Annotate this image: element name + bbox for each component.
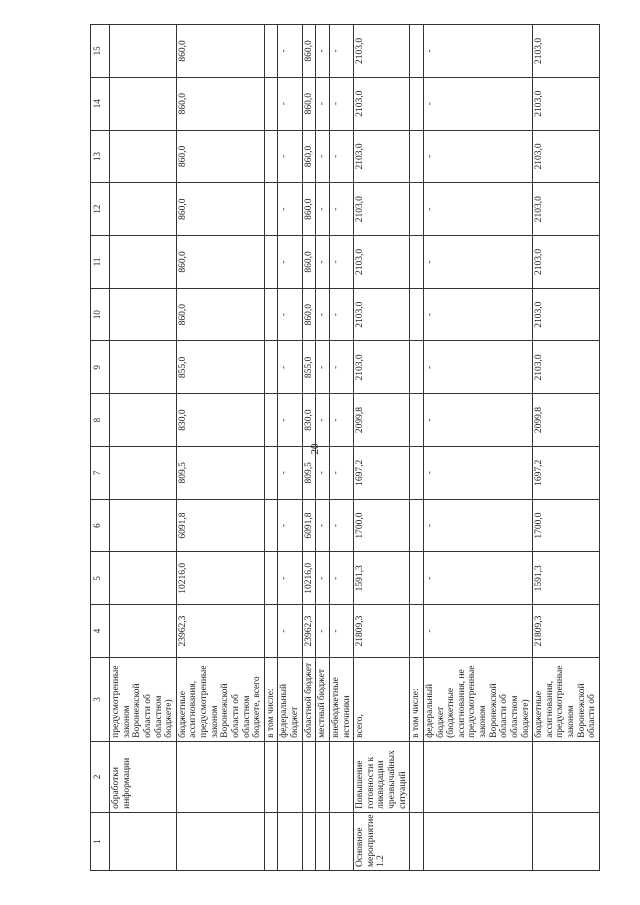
column-header-14: 14 bbox=[91, 77, 110, 130]
table-cell-value: - bbox=[423, 25, 532, 78]
table-cell-value: - bbox=[423, 183, 532, 236]
table-cell-value bbox=[264, 25, 278, 78]
table-cell-value: 2103,0 bbox=[354, 77, 410, 130]
table-cell-value: - bbox=[329, 499, 353, 552]
table-cell-value: 2103,0 bbox=[533, 341, 600, 394]
table-cell-value: 860,0 bbox=[176, 236, 264, 289]
table-cell-text bbox=[264, 741, 278, 812]
table-cell-text: бюджетные ассигнования, предусмотренные законом Воронежской области об bbox=[533, 657, 600, 741]
table-cell-text bbox=[278, 812, 302, 870]
table-cell-value: - bbox=[329, 183, 353, 236]
table-cell-value: - bbox=[329, 552, 353, 605]
table-cell-value: 830,0 bbox=[176, 394, 264, 447]
table-cell-value: - bbox=[423, 499, 532, 552]
table-cell-value: 21809,3 bbox=[354, 605, 410, 658]
table-cell-value: - bbox=[423, 394, 532, 447]
table-cell-value: 860,0 bbox=[176, 77, 264, 130]
table-cell-value bbox=[410, 552, 424, 605]
table-cell-value bbox=[264, 288, 278, 341]
table-cell-value: 860,0 bbox=[302, 25, 316, 78]
column-header-15: 15 bbox=[91, 25, 110, 78]
table-cell-value bbox=[264, 552, 278, 605]
table-cell-value: 2103,0 bbox=[354, 130, 410, 183]
table-cell-value bbox=[264, 394, 278, 447]
table-cell-value: - bbox=[278, 446, 302, 499]
table-cell-value: 855,0 bbox=[176, 341, 264, 394]
table-cell-value: - bbox=[329, 236, 353, 289]
table-cell-value: - bbox=[316, 605, 330, 658]
table-cell-text: областной бюджет bbox=[302, 657, 316, 741]
table-cell-value: 10216,0 bbox=[302, 552, 316, 605]
table-cell-text bbox=[264, 812, 278, 870]
table-cell-value: - bbox=[423, 341, 532, 394]
table-cell-value bbox=[110, 183, 177, 236]
table-cell-value bbox=[410, 341, 424, 394]
table-cell-value: 860,0 bbox=[302, 288, 316, 341]
table-cell-value: - bbox=[316, 394, 330, 447]
table-cell-value bbox=[264, 130, 278, 183]
table-cell-value: - bbox=[329, 288, 353, 341]
table-cell-value: 2103,0 bbox=[533, 77, 600, 130]
page-number: 20 bbox=[309, 443, 321, 455]
table-cell-value bbox=[110, 341, 177, 394]
table-cell-text bbox=[410, 812, 424, 870]
table-cell-value: - bbox=[278, 288, 302, 341]
table-cell-text: предусмотренные законом Воронежской области об областном бюджете) bbox=[110, 657, 177, 741]
table-cell-value: - bbox=[316, 183, 330, 236]
table-cell-value: - bbox=[278, 130, 302, 183]
table-cell-value: 2103,0 bbox=[354, 288, 410, 341]
table-cell-value bbox=[110, 77, 177, 130]
table-cell-value: - bbox=[316, 552, 330, 605]
table-row bbox=[316, 25, 330, 871]
table-row bbox=[410, 25, 424, 871]
column-header-6: 6 bbox=[91, 499, 110, 552]
table-cell-text: обработки информации bbox=[110, 741, 177, 812]
table-cell-value: 1697,2 bbox=[533, 446, 600, 499]
table-cell-value: 2103,0 bbox=[354, 25, 410, 78]
table-cell-value: 6091,8 bbox=[302, 499, 316, 552]
table-cell-value: 2099,8 bbox=[354, 394, 410, 447]
table-cell-value bbox=[264, 236, 278, 289]
table-cell-value: - bbox=[278, 341, 302, 394]
table-cell-text: федеральный бюджет (бюджетные ассигнования, не предусмотренные законом Воронежской области об областном бюджете) bbox=[423, 657, 532, 741]
table-cell-value: 10216,0 bbox=[176, 552, 264, 605]
table-cell-value: - bbox=[278, 183, 302, 236]
column-header-7: 7 bbox=[91, 446, 110, 499]
table-cell-text: в том числе: bbox=[410, 657, 424, 741]
table-cell-value: - bbox=[278, 605, 302, 658]
table-cell-value: - bbox=[423, 552, 532, 605]
table-cell-value bbox=[110, 130, 177, 183]
table-cell-value: 809,5 bbox=[176, 446, 264, 499]
table-cell-value: - bbox=[278, 499, 302, 552]
table-cell-value bbox=[410, 499, 424, 552]
table-cell-text bbox=[302, 812, 316, 870]
table-cell-value: - bbox=[316, 288, 330, 341]
table-cell-value bbox=[264, 77, 278, 130]
table-cell-value bbox=[410, 236, 424, 289]
table-cell-value: 23962,3 bbox=[302, 605, 316, 658]
table-cell-value: - bbox=[329, 25, 353, 78]
header-row bbox=[91, 25, 110, 871]
table-row bbox=[329, 25, 353, 871]
table-cell-value: 860,0 bbox=[302, 183, 316, 236]
table-cell-value: 2103,0 bbox=[354, 183, 410, 236]
table-cell-value bbox=[264, 446, 278, 499]
table-cell-text: внебюджетные источники bbox=[329, 657, 353, 741]
table-cell-text: в том числе: bbox=[264, 657, 278, 741]
table-cell-value: 1697,2 bbox=[354, 446, 410, 499]
table-cell-value bbox=[264, 183, 278, 236]
table-cell-value: - bbox=[423, 236, 532, 289]
table-cell-value: - bbox=[316, 499, 330, 552]
table-cell-value bbox=[110, 552, 177, 605]
table-cell-value: - bbox=[316, 77, 330, 130]
table-cell-text bbox=[423, 812, 532, 870]
table-cell-value: - bbox=[329, 77, 353, 130]
table-cell-value bbox=[110, 288, 177, 341]
table-cell-text bbox=[176, 741, 264, 812]
table-row bbox=[176, 25, 264, 871]
table-cell-value: 2103,0 bbox=[533, 25, 600, 78]
table-cell-value: 2099,8 bbox=[533, 394, 600, 447]
column-header-10: 10 bbox=[91, 288, 110, 341]
table-cell-text bbox=[316, 741, 330, 812]
table-cell-value: - bbox=[329, 446, 353, 499]
table-cell-value: - bbox=[329, 605, 353, 658]
table-cell-value: 2103,0 bbox=[354, 236, 410, 289]
rotated-sheet bbox=[90, 24, 598, 871]
table-cell-value: 21809,3 bbox=[533, 605, 600, 658]
table-cell-text bbox=[329, 812, 353, 870]
table-viewport bbox=[90, 24, 598, 871]
table-cell-text bbox=[533, 741, 600, 812]
table-row bbox=[302, 25, 316, 871]
table-cell-value: - bbox=[423, 446, 532, 499]
table-cell-text: бюджетные ассигнования, предусмотренные законом Воронежской области об областном бюджете, всего bbox=[176, 657, 264, 741]
table-cell-value: - bbox=[316, 130, 330, 183]
table-cell-text bbox=[410, 741, 424, 812]
table-cell-text bbox=[110, 812, 177, 870]
table-cell-value: - bbox=[423, 130, 532, 183]
table-cell-value: 860,0 bbox=[176, 130, 264, 183]
table-cell-value: 860,0 bbox=[302, 236, 316, 289]
table-cell-value bbox=[410, 446, 424, 499]
table-cell-value bbox=[410, 288, 424, 341]
table-cell-value: - bbox=[329, 394, 353, 447]
column-header-8: 8 bbox=[91, 394, 110, 447]
table-cell-value bbox=[264, 341, 278, 394]
table-cell-value: 1700,0 bbox=[354, 499, 410, 552]
table-cell-value: - bbox=[278, 394, 302, 447]
table-cell-value: 830,0 bbox=[302, 394, 316, 447]
table-row bbox=[278, 25, 302, 871]
budget-table bbox=[90, 24, 600, 871]
table-cell-value: 2103,0 bbox=[533, 183, 600, 236]
table-cell-value: - bbox=[316, 341, 330, 394]
table-cell-value: 860,0 bbox=[176, 288, 264, 341]
column-header-1: 1 bbox=[91, 812, 110, 870]
table-cell-value: 809,5 bbox=[302, 446, 316, 499]
table-cell-value: - bbox=[316, 236, 330, 289]
table-cell-value bbox=[264, 499, 278, 552]
table-cell-value: 2103,0 bbox=[533, 288, 600, 341]
table-cell-value: 2103,0 bbox=[533, 130, 600, 183]
column-header-5: 5 bbox=[91, 552, 110, 605]
table-cell-value bbox=[410, 25, 424, 78]
table-cell-value: 855,0 bbox=[302, 341, 316, 394]
table-cell-text bbox=[423, 741, 532, 812]
table-row bbox=[264, 25, 278, 871]
table-body bbox=[110, 25, 600, 871]
table-cell-text bbox=[329, 741, 353, 812]
table-cell-value: 1700,0 bbox=[533, 499, 600, 552]
table-cell-text bbox=[278, 741, 302, 812]
table-cell-value: - bbox=[329, 130, 353, 183]
column-header-9: 9 bbox=[91, 341, 110, 394]
table-cell-text: всего, bbox=[354, 657, 410, 741]
table-row bbox=[110, 25, 177, 871]
table-cell-text: Основное мероприятие 1.2 bbox=[354, 812, 410, 870]
table-cell-value bbox=[110, 25, 177, 78]
table-cell-value: - bbox=[423, 77, 532, 130]
table-row bbox=[423, 25, 532, 871]
table-cell-value bbox=[110, 605, 177, 658]
table-cell-value bbox=[110, 446, 177, 499]
column-header-4: 4 bbox=[91, 605, 110, 658]
column-header-13: 13 bbox=[91, 130, 110, 183]
table-cell-value: 1591,3 bbox=[354, 552, 410, 605]
column-header-3: 3 bbox=[91, 657, 110, 741]
table-cell-value: - bbox=[278, 77, 302, 130]
table-cell-value bbox=[110, 394, 177, 447]
table-cell-value: - bbox=[278, 236, 302, 289]
table-cell-value bbox=[110, 499, 177, 552]
table-cell-value: - bbox=[423, 605, 532, 658]
table-cell-value: - bbox=[316, 446, 330, 499]
table-cell-value: 860,0 bbox=[302, 130, 316, 183]
table-cell-text: федеральный бюджет bbox=[278, 657, 302, 741]
table-cell-value bbox=[264, 605, 278, 658]
table-cell-value bbox=[410, 77, 424, 130]
table-cell-value: 2103,0 bbox=[354, 341, 410, 394]
table-cell-text bbox=[176, 812, 264, 870]
column-header-12: 12 bbox=[91, 183, 110, 236]
table-cell-value: 2103,0 bbox=[533, 236, 600, 289]
table-cell-value: - bbox=[278, 552, 302, 605]
column-header-2: 2 bbox=[91, 741, 110, 812]
table-cell-value bbox=[410, 605, 424, 658]
table-cell-text bbox=[533, 812, 600, 870]
table-row bbox=[354, 25, 410, 871]
table-cell-text bbox=[302, 741, 316, 812]
table-cell-value bbox=[410, 183, 424, 236]
table-row bbox=[533, 25, 600, 871]
table-cell-value bbox=[410, 394, 424, 447]
table-cell-value: 23962,3 bbox=[176, 605, 264, 658]
table-cell-value bbox=[410, 130, 424, 183]
table-cell-text: Повышение готовности к ликвидации чрезвычайных ситуаций bbox=[354, 741, 410, 812]
table-cell-value: - bbox=[278, 25, 302, 78]
table-cell-value: 860,0 bbox=[176, 25, 264, 78]
table-cell-value: - bbox=[423, 288, 532, 341]
table-cell-value: 1591,3 bbox=[533, 552, 600, 605]
table-cell-value: - bbox=[316, 25, 330, 78]
column-header-11: 11 bbox=[91, 236, 110, 289]
table-cell-value: 860,0 bbox=[302, 77, 316, 130]
table-cell-value: - bbox=[329, 341, 353, 394]
table-cell-value: 6091,8 bbox=[176, 499, 264, 552]
table-cell-text bbox=[316, 812, 330, 870]
table-cell-value bbox=[110, 236, 177, 289]
table-cell-value: 860,0 bbox=[176, 183, 264, 236]
table-cell-text: местный бюджет bbox=[316, 657, 330, 741]
